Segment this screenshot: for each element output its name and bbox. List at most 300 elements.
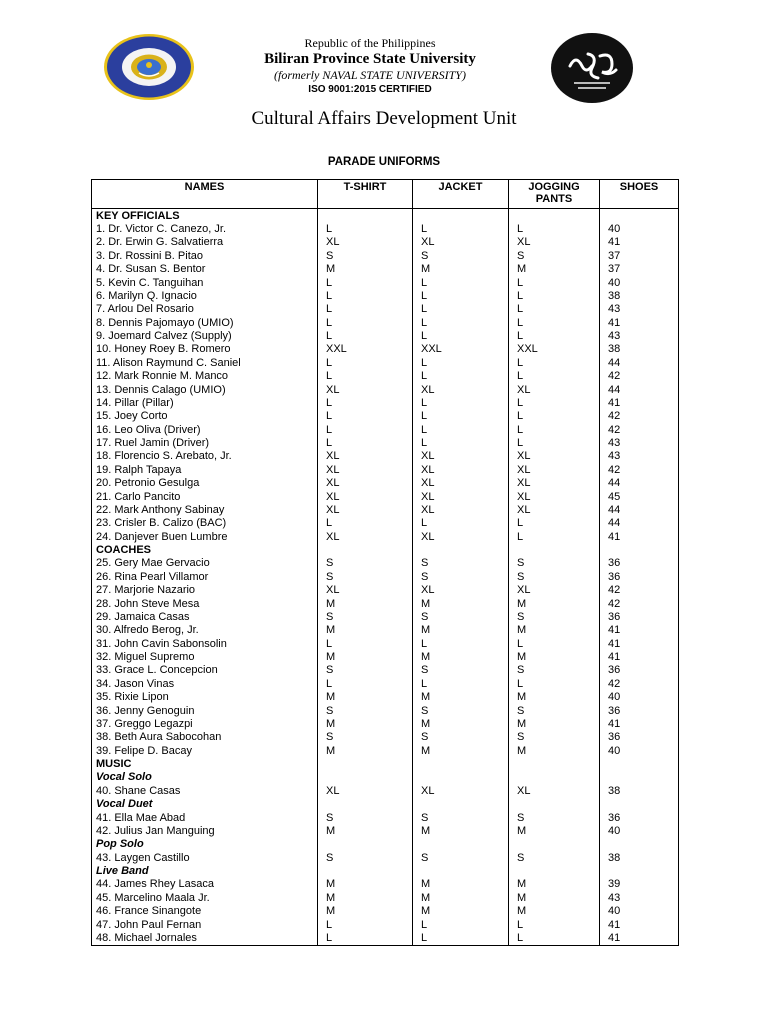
cell-jogging-pants: L [509,410,600,423]
cell-jacket [413,838,509,851]
cell-tshirt: L [318,370,413,383]
cell-jacket: L [413,276,509,289]
table-row [92,731,679,744]
cell-name: 47. John Paul Fernan [92,918,318,931]
table-row [92,891,679,904]
cell-jogging-pants [509,798,600,811]
cell-shoes: 36 [600,610,679,623]
cell-jogging-pants: L [509,329,600,342]
cell-name: 12. Mark Ronnie M. Manco [92,370,318,383]
cell-jacket: L [413,423,509,436]
cell-jogging-pants: L [509,356,600,369]
cell-tshirt: XL [318,383,413,396]
table-row [92,570,679,583]
cell-shoes: 42 [600,423,679,436]
cell-jogging-pants: S [509,610,600,623]
cell-jacket: L [413,356,509,369]
cell-name: 30. Alfredo Berog, Jr. [92,624,318,637]
cell-jacket: XL [413,584,509,597]
cell-shoes: 41 [600,236,679,249]
cell-jogging-pants: M [509,891,600,904]
cell-tshirt: L [318,677,413,690]
cell-shoes [600,838,679,851]
col-header-tshirt: T-SHIRT [318,180,413,209]
table-row [92,343,679,356]
cell-jogging-pants: L [509,289,600,302]
cell-jogging-pants: L [509,303,600,316]
cell-jacket: XXL [413,343,509,356]
cell-tshirt: M [318,905,413,918]
table-row [92,316,679,329]
cell-jogging-pants [509,209,600,223]
cell-tshirt: L [318,637,413,650]
cell-name: 8. Dennis Pajomayo (UMIO) [92,316,318,329]
cell-jacket: XL [413,784,509,797]
cell-shoes: 38 [600,343,679,356]
cell-name: KEY OFFICIALS [92,209,318,223]
cell-tshirt: S [318,811,413,824]
cell-jacket [413,209,509,223]
cell-name: 40. Shane Casas [92,784,318,797]
cell-shoes: 42 [600,677,679,690]
cell-jacket: L [413,931,509,945]
cell-jogging-pants: XL [509,503,600,516]
cell-jacket: S [413,570,509,583]
subsection-row [92,771,679,784]
cell-jogging-pants: XL [509,236,600,249]
cell-name: 28. John Steve Mesa [92,597,318,610]
cell-name: 26. Rina Pearl Villamor [92,570,318,583]
cell-name: 9. Joemard Calvez (Supply) [92,329,318,342]
cell-name: 21. Carlo Pancito [92,490,318,503]
cell-tshirt: L [318,423,413,436]
table-row [92,370,679,383]
cell-jacket: XL [413,236,509,249]
cell-tshirt: L [318,289,413,302]
cell-tshirt: XL [318,236,413,249]
table-row [92,784,679,797]
cell-jacket: XL [413,477,509,490]
cell-jogging-pants: M [509,263,600,276]
cell-jacket: M [413,624,509,637]
university-name: Biliran Province State University [264,51,476,67]
cell-jogging-pants: S [509,570,600,583]
table-row [92,463,679,476]
cell-tshirt [318,798,413,811]
cell-name: 45. Marcelino Maala Jr. [92,891,318,904]
cell-name: Vocal Duet [92,798,318,811]
cell-tshirt: M [318,624,413,637]
cell-jacket: XL [413,503,509,516]
table-row [92,584,679,597]
cell-shoes [600,209,679,223]
cell-jogging-pants: S [509,811,600,824]
cell-name: 6. Marilyn Q. Ignacio [92,289,318,302]
cell-jacket: S [413,731,509,744]
table-row [92,236,679,249]
cell-jogging-pants: M [509,650,600,663]
university-seal-logo [103,33,195,101]
table-row [92,263,679,276]
cell-name: 18. Florencio S. Arebato, Jr. [92,450,318,463]
cell-tshirt: M [318,878,413,891]
cell-tshirt: M [318,650,413,663]
cell-name: 36. Jenny Genoguin [92,704,318,717]
cell-tshirt: S [318,704,413,717]
cell-jogging-pants [509,864,600,877]
cell-tshirt: XL [318,477,413,490]
cell-tshirt: M [318,824,413,837]
cell-jacket: M [413,717,509,730]
document-title: PARADE UNIFORMS [327,156,441,168]
cell-name: 37. Greggo Legazpi [92,717,318,730]
cell-shoes: 40 [600,691,679,704]
table-header-row [92,180,679,209]
cell-shoes: 38 [600,851,679,864]
cell-shoes: 41 [600,650,679,663]
table-row [92,249,679,262]
cell-jogging-pants: L [509,222,600,235]
table-row [92,691,679,704]
cell-tshirt: L [318,303,413,316]
cell-tshirt: M [318,717,413,730]
cell-shoes: 40 [600,276,679,289]
cell-jogging-pants: L [509,436,600,449]
cell-tshirt [318,209,413,223]
cell-jogging-pants: XL [509,383,600,396]
cell-shoes: 44 [600,356,679,369]
cell-jacket: M [413,878,509,891]
table-row [92,610,679,623]
cell-jacket: M [413,905,509,918]
cell-jogging-pants: M [509,905,600,918]
table-row [92,597,679,610]
cell-jacket: XL [413,530,509,543]
cell-shoes: 43 [600,329,679,342]
cell-shoes [600,798,679,811]
cell-shoes: 42 [600,370,679,383]
cell-name: 27. Marjorie Nazario [92,584,318,597]
cell-name: 32. Miguel Supremo [92,650,318,663]
table-row [92,744,679,757]
cell-shoes: 37 [600,263,679,276]
cell-name: 1. Dr. Victor C. Canezo, Jr. [92,222,318,235]
cell-jogging-pants: L [509,931,600,945]
cell-tshirt: XL [318,450,413,463]
cell-jacket: M [413,691,509,704]
cell-jogging-pants: S [509,557,600,570]
cell-tshirt: XL [318,503,413,516]
subsection-row [92,864,679,877]
cell-jacket: L [413,396,509,409]
cell-name: 20. Petronio Gesulga [92,477,318,490]
table-row [92,878,679,891]
cell-jacket: L [413,677,509,690]
table-row [92,517,679,530]
cell-jogging-pants: XL [509,490,600,503]
subsection-row [92,838,679,851]
cell-jogging-pants: L [509,423,600,436]
table-row [92,383,679,396]
cell-tshirt: S [318,557,413,570]
table-row [92,423,679,436]
cell-jacket: S [413,704,509,717]
table-row [92,677,679,690]
cell-shoes: 44 [600,503,679,516]
cell-jacket: L [413,436,509,449]
cell-jogging-pants: L [509,370,600,383]
cell-shoes: 40 [600,744,679,757]
cell-shoes [600,771,679,784]
table-row [92,303,679,316]
table-row [92,650,679,663]
cell-name: 44. James Rhey Lasaca [92,878,318,891]
cell-jacket: S [413,664,509,677]
subsection-row [92,798,679,811]
table-row [92,905,679,918]
cell-shoes: 36 [600,664,679,677]
table-row [92,436,679,449]
cell-name: 31. John Cavin Sabonsolin [92,637,318,650]
cell-tshirt [318,771,413,784]
cell-jacket [413,543,509,556]
cell-tshirt: L [318,396,413,409]
cell-tshirt: M [318,744,413,757]
cell-name: 38. Beth Aura Sabocohan [92,731,318,744]
cell-jacket: M [413,744,509,757]
cell-name: 11. Alison Raymund C. Saniel [92,356,318,369]
cell-jogging-pants [509,543,600,556]
cell-name: 7. Arlou Del Rosario [92,303,318,316]
iso-certification: ISO 9001:2015 CERTIFIED [308,84,432,95]
table-row [92,490,679,503]
table-row [92,931,679,945]
cell-shoes: 41 [600,918,679,931]
cell-tshirt: L [318,517,413,530]
cell-name: Pop Solo [92,838,318,851]
cell-shoes: 39 [600,878,679,891]
cell-jogging-pants: S [509,664,600,677]
cell-shoes: 36 [600,570,679,583]
cadu-logo [550,32,634,104]
cell-jogging-pants: XL [509,477,600,490]
cell-jacket: M [413,597,509,610]
cell-shoes: 36 [600,731,679,744]
cell-shoes: 43 [600,450,679,463]
cell-tshirt: S [318,664,413,677]
table-row [92,410,679,423]
table-row [92,450,679,463]
table-row [92,503,679,516]
cell-tshirt: M [318,891,413,904]
cell-jacket: M [413,650,509,663]
cell-name: 24. Danjever Buen Lumbre [92,530,318,543]
table-row [92,276,679,289]
cell-shoes: 38 [600,289,679,302]
cell-jacket: L [413,918,509,931]
cell-tshirt: L [318,316,413,329]
cell-shoes [600,543,679,556]
cell-name: 35. Rixie Lipon [92,691,318,704]
cell-name: Live Band [92,864,318,877]
cell-tshirt: XL [318,463,413,476]
cell-name: 22. Mark Anthony Sabinay [92,503,318,516]
table-row [92,918,679,931]
cell-shoes: 42 [600,410,679,423]
table-row [92,704,679,717]
cell-jogging-pants: L [509,677,600,690]
cell-jogging-pants: M [509,624,600,637]
cell-shoes: 41 [600,624,679,637]
cell-jacket: L [413,289,509,302]
cell-jogging-pants: L [509,530,600,543]
cell-shoes: 41 [600,931,679,945]
cell-jacket [413,798,509,811]
cell-tshirt: XL [318,530,413,543]
cell-jacket: L [413,316,509,329]
cell-name: 5. Kevin C. Tanguihan [92,276,318,289]
cell-name: 41. Ella Mae Abad [92,811,318,824]
cell-name: 25. Gery Mae Gervacio [92,557,318,570]
cell-tshirt [318,838,413,851]
cell-jogging-pants: XL [509,463,600,476]
table-row [92,811,679,824]
cell-jogging-pants: L [509,276,600,289]
table-row [92,329,679,342]
cell-shoes: 41 [600,717,679,730]
table-row [92,557,679,570]
cell-jacket [413,757,509,770]
cell-jogging-pants: L [509,396,600,409]
cell-jogging-pants: XL [509,584,600,597]
cell-shoes: 41 [600,637,679,650]
cell-tshirt: S [318,731,413,744]
cell-name: 48. Michael Jornales [92,931,318,945]
republic-line: Republic of the Philippines [304,36,436,50]
cell-jacket: S [413,557,509,570]
section-row [92,543,679,556]
table-body [92,209,679,946]
formerly-line: (formerly NAVAL STATE UNIVERSITY) [274,68,466,82]
cell-name: 19. Ralph Tapaya [92,463,318,476]
cell-tshirt: L [318,329,413,342]
uniform-sizes-table [91,179,679,946]
cell-shoes: 37 [600,249,679,262]
cell-jacket: S [413,610,509,623]
cell-jogging-pants [509,838,600,851]
cell-name: COACHES [92,543,318,556]
cell-tshirt [318,757,413,770]
cell-shoes: 38 [600,784,679,797]
cell-tshirt: XL [318,784,413,797]
cell-jacket: XL [413,383,509,396]
table-row [92,624,679,637]
cell-jogging-pants: M [509,878,600,891]
cell-tshirt: S [318,851,413,864]
cell-shoes: 40 [600,905,679,918]
cell-shoes: 44 [600,517,679,530]
letterhead-text [200,36,540,96]
cell-name: 15. Joey Corto [92,410,318,423]
cell-jacket: L [413,329,509,342]
cell-name: 23. Crisler B. Calizo (BAC) [92,517,318,530]
cell-tshirt: S [318,610,413,623]
cell-jacket: L [413,222,509,235]
col-header-shoes: SHOES [600,180,679,209]
cell-tshirt: S [318,570,413,583]
cell-tshirt: L [318,276,413,289]
cell-tshirt [318,543,413,556]
cell-tshirt: L [318,222,413,235]
table-row [92,824,679,837]
section-row [92,209,679,223]
col-header-jacket: JACKET [413,180,509,209]
cell-tshirt: L [318,410,413,423]
cell-tshirt: L [318,356,413,369]
cell-jogging-pants: M [509,691,600,704]
cell-name: 4. Dr. Susan S. Bentor [92,263,318,276]
cell-jogging-pants [509,771,600,784]
cell-name: 2. Dr. Erwin G. Salvatierra [92,236,318,249]
cell-shoes: 41 [600,316,679,329]
table-row [92,396,679,409]
cell-jacket: L [413,370,509,383]
cell-jogging-pants: S [509,731,600,744]
cell-jogging-pants: M [509,824,600,837]
cell-name: 46. France Sinangote [92,905,318,918]
cell-shoes [600,757,679,770]
table-row [92,851,679,864]
cell-jacket: XL [413,490,509,503]
cell-jacket: XL [413,450,509,463]
cell-jogging-pants: L [509,918,600,931]
cell-jogging-pants: XL [509,450,600,463]
table-row [92,289,679,302]
section-row [92,757,679,770]
cell-jogging-pants: S [509,249,600,262]
cell-shoes: 40 [600,824,679,837]
cell-tshirt: M [318,597,413,610]
cell-jogging-pants: L [509,517,600,530]
cell-shoes: 43 [600,891,679,904]
cell-tshirt: L [318,918,413,931]
cell-tshirt: XXL [318,343,413,356]
cell-name: 17. Ruel Jamin (Driver) [92,436,318,449]
cell-jacket: M [413,263,509,276]
cell-name: 10. Honey Roey B. Romero [92,343,318,356]
cell-tshirt: M [318,691,413,704]
table-row [92,717,679,730]
cell-jacket: M [413,891,509,904]
cell-name: 16. Leo Oliva (Driver) [92,423,318,436]
cell-shoes: 44 [600,477,679,490]
cell-shoes: 45 [600,490,679,503]
table-row [92,637,679,650]
cell-shoes: 42 [600,597,679,610]
cell-shoes: 42 [600,584,679,597]
cell-jacket [413,864,509,877]
cell-jogging-pants: L [509,316,600,329]
table-row [92,477,679,490]
cell-jogging-pants: XXL [509,343,600,356]
cell-jogging-pants: M [509,744,600,757]
cell-shoes: 44 [600,383,679,396]
cell-tshirt: XL [318,490,413,503]
table-row [92,664,679,677]
cell-name: 43. Laygen Castillo [92,851,318,864]
cell-shoes: 36 [600,557,679,570]
cell-name: 29. Jamaica Casas [92,610,318,623]
